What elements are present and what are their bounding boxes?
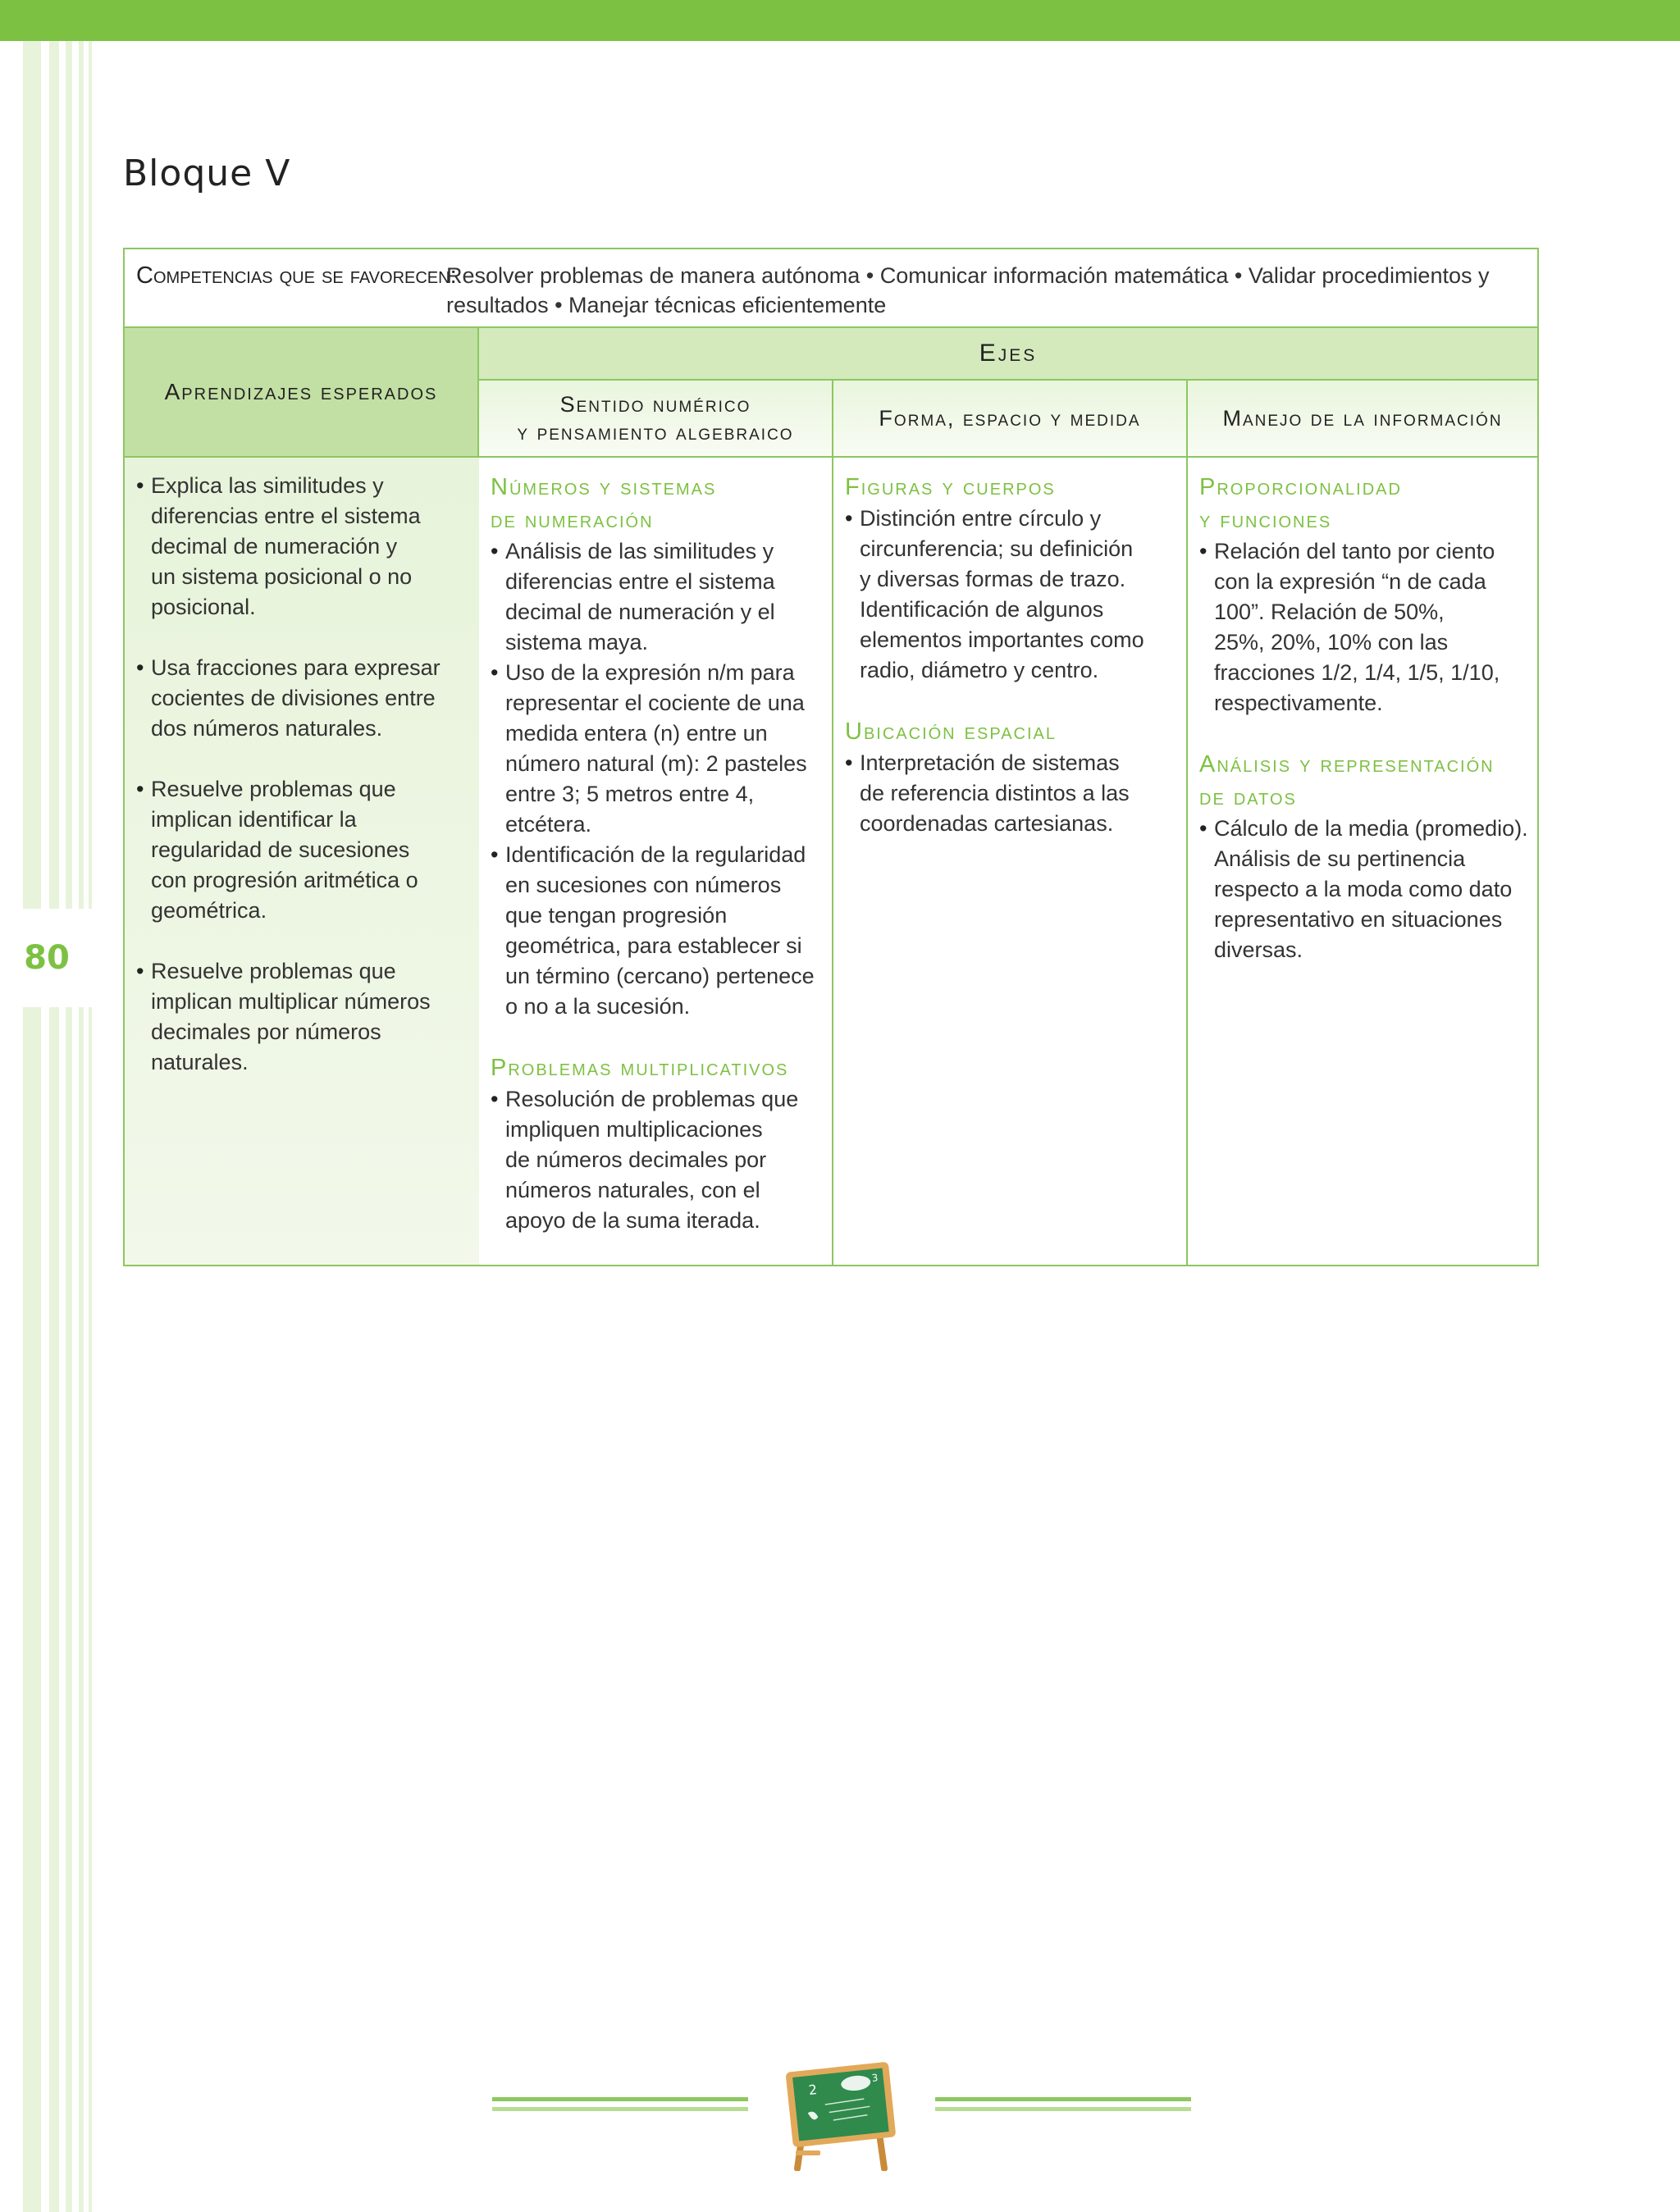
competencias-row xyxy=(125,249,1537,328)
forma-espacio-header: Forma, espacio y medida xyxy=(833,381,1186,458)
list-item: • Cálculo de la media (promedio). Análisis de su pertinencia respecto a la moda como dato representativo en situaciones diversas. xyxy=(1199,814,1526,965)
list-item: • Resuelve problemas que implican identificar la regularidad de sucesiones con progresión aritmética o geométrica. xyxy=(136,774,466,926)
footer-line-right xyxy=(935,2097,1191,2101)
footer-line-left xyxy=(492,2097,748,2101)
page-number-box xyxy=(16,909,102,1007)
list-item: • Identificación de la regularidad en sucesiones con números que tengan progresión geométrica, para establecer si un término (cercano) pertenece o no a la sucesión. xyxy=(491,840,820,1022)
page-number: 80 xyxy=(24,939,70,977)
topic-heading: Ubicación espacial xyxy=(845,718,1057,745)
sentido-header-line1: Sentido numérico xyxy=(559,392,751,417)
curriculum-table xyxy=(123,248,1539,1266)
aprendizajes-header: Aprendizajes esperados xyxy=(125,328,479,458)
sentido-numerico-header xyxy=(479,381,832,458)
svg-text:3: 3 xyxy=(871,2072,879,2084)
list-item: • Explica las similitudes y diferencias entre el sistema decimal de numeración y un sistema posicional o no posicional. xyxy=(136,471,466,623)
manejo-informacion-header: Manejo de la información xyxy=(1188,381,1537,458)
aprendizajes-cell xyxy=(125,458,477,1078)
topic-heading: Análisis y representación de datos xyxy=(1199,751,1495,810)
sentido-header-line2: y pensamiento algebraico xyxy=(517,420,794,445)
list-item: • Análisis de las similitudes y diferencias entre el sistema decimal de numeración y el sistema maya. xyxy=(491,536,820,658)
manejo-informacion-cell xyxy=(1188,458,1537,965)
list-item: • Uso de la expresión n/m para representar el cociente de una medida entera (n) entre un número natural (m): 2 pasteles entre 3; 5 metros entre 4, etcétera. xyxy=(491,658,820,840)
competencias-text-line2: resultados • Manejar técnicas eficientemente xyxy=(446,293,887,317)
list-item: • Resuelve problemas que implican multiplicar números decimales por números naturales. xyxy=(136,956,466,1078)
chalkboard-easel-icon xyxy=(779,2060,902,2171)
topic-heading: Figuras y cuerpos xyxy=(845,474,1056,500)
list-item: • Distinción entre círculo y circunferencia; su definición y diversas formas de trazo. Identificación de algunos elementos importantes como radio, diámetro y centro. xyxy=(845,504,1175,686)
list-item: • Interpretación de sistemas de referencia distintos a las coordenadas cartesianas. xyxy=(845,748,1175,839)
forma-espacio-cell xyxy=(833,458,1186,839)
topic-heading: Proporcionalidad y funciones xyxy=(1199,474,1402,533)
competencias-text-line1: Resolver problemas de manera autónoma • Comunicar información matemática • Validar procedimientos y xyxy=(446,263,1490,288)
list-item: • Resolución de problemas que impliquen multiplicaciones de números decimales por números naturales, con el apoyo de la suma iterada. xyxy=(491,1084,820,1236)
svg-text:2: 2 xyxy=(807,2081,818,2098)
topic-heading: Números y sistemas de numeración xyxy=(491,474,717,533)
competencias-label: Competencias que se favorecen: xyxy=(136,262,457,289)
list-item: • Relación del tanto por ciento con la expresión “n de cada 100”. Relación de 50%, 25%, 20%, 10% con las fracciones 1/2, 1/4, 1/5, 1/10, respectivamente. xyxy=(1199,536,1526,718)
page-title: Bloque V xyxy=(123,153,291,194)
top-green-bar xyxy=(0,0,1680,41)
list-item: • Usa fracciones para expresar cocientes de divisiones entre dos números naturales. xyxy=(136,653,466,744)
sentido-numerico-cell xyxy=(479,458,832,1236)
topic-heading: Problemas multiplicativos xyxy=(491,1055,789,1081)
footer-line-left xyxy=(492,2107,748,2111)
ejes-header: Ejes xyxy=(479,328,1537,381)
footer-line-right xyxy=(935,2107,1191,2111)
left-stripes-decoration xyxy=(0,41,98,2212)
